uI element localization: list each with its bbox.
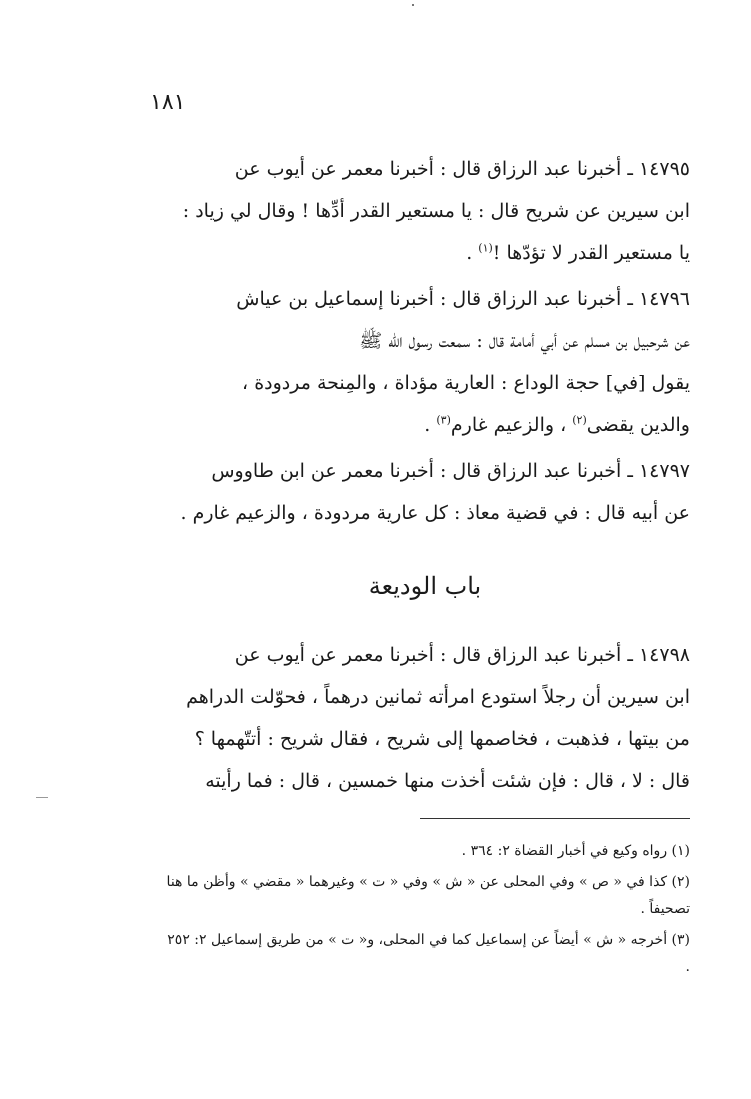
text-line: والدين يقضى$^{(٢)}$ ، والزعيم غارم$^{(٣)}$ . [424,413,690,436]
text-line: يقول [في] حجة الوداع : العارية مؤداة ، والمِنحة مردودة ، [242,372,690,394]
hadith-14798 [160,634,690,802]
text-line: عن شرحبيل بن مسلم عن أبي أمامة قال : سمعت رسول الله ﷺ [359,330,690,352]
hadith-14796 [160,278,690,446]
text-line: ابن سيرين عن شريح قال : يا مستعير القدر أدِّها ! وقال لي زياد : [182,200,690,222]
scan-mark [36,797,48,798]
scan-speck [412,4,414,6]
text-line: ١٤٧٩٥ ـ أخبرنا عبد الرزاق قال : أخبرنا معمر عن أيوب عن [234,158,690,180]
text-line: ١٤٧٩٨ ـ أخبرنا عبد الرزاق قال : أخبرنا معمر عن أيوب عن [234,644,690,666]
chapter-heading: باب الوديعة [368,572,482,600]
footnote-ref[interactable]: (١) [478,241,493,255]
text-line: يا مستعير القدر لا تؤدّها !$^{(١)}$ . [466,241,690,264]
text-line: ١٤٧٩٧ ـ أخبرنا عبد الرزاق قال : أخبرنا معمر عن ابن طاووس [211,460,690,482]
footnote-2: (٢) كذا في « ص » وفي المحلى عن « ش » وفي « ت » وغيرهما « مقضي » وأظن ما هنا تصحيفاً . [166,874,690,917]
text-line: ١٤٧٩٦ ـ أخبرنا عبد الرزاق قال : أخبرنا إسماعيل بن عياش [236,288,690,310]
text-line: ابن سيرين أن رجلاً استودع امرأته ثمانين درهماً ، فحوّلت الدراهم [186,686,690,708]
text-line: من بيتها ، فذهبت ، فخاصمها إلى شريح ، فقال شريح : أتتّهمها ؟ [194,728,690,750]
footnote-ref[interactable]: (٢) [572,413,587,427]
page-number: ١٨١ [150,90,186,115]
footnote-3: (٣) أخرجه « ش » أيضاً عن إسماعيل كما في المحلى، و« ت » من طريق إسماعيل ٢: ٢٥٢ . [167,932,690,975]
footnote-1: (١) رواه وكيع في أخبار القضاة ٢: ٣٦٤ . [461,843,690,859]
footnote-divider [420,818,690,819]
text-line: عن أبيه قال : في قضية معاذ : كل عارية مردودة ، والزعيم غارم . [180,502,690,524]
footnotes [160,838,690,985]
text-line: قال : لا ، قال : فإن شئت أخذت منها خمسين ، قال : فما رأيته [205,770,690,792]
footnote-ref[interactable]: (٣) [436,413,451,427]
hadith-14797 [160,450,690,534]
hadith-14795 [160,148,690,274]
